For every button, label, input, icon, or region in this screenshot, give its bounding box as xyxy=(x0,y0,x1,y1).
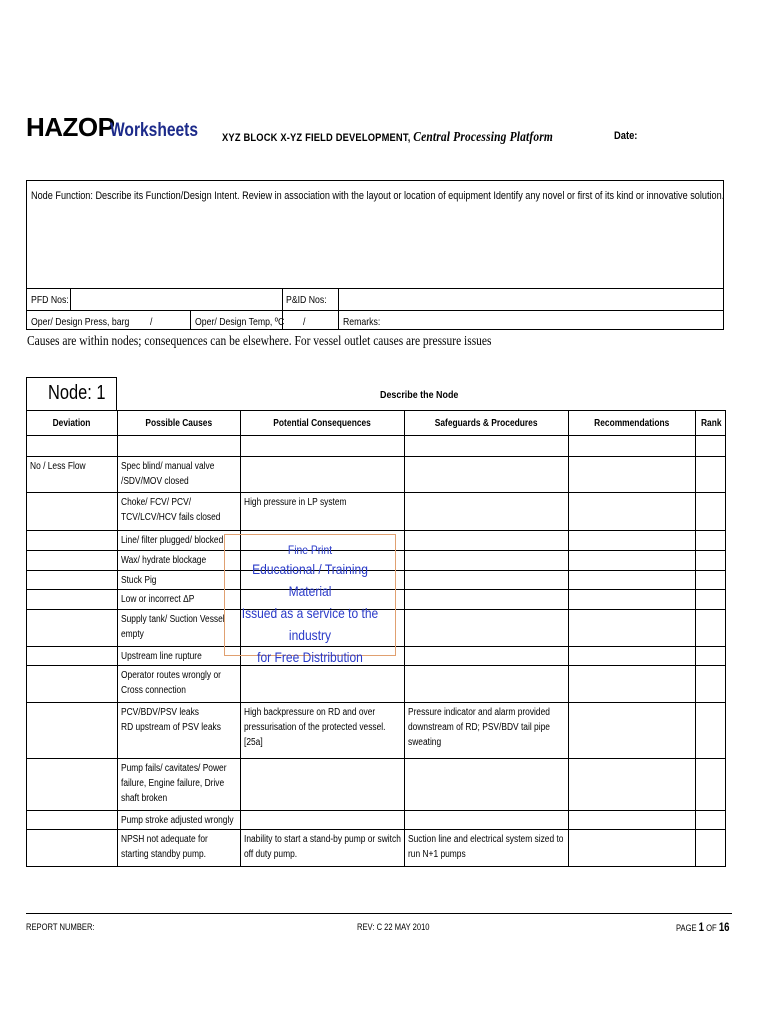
col-header-rank: Rank xyxy=(696,411,726,436)
cell-cause: Wax/ hydrate blockage xyxy=(118,551,241,571)
temp-separator: / xyxy=(303,316,306,328)
watermark-line: Issued as a service to the xyxy=(241,605,379,621)
cell-safeguard xyxy=(405,551,569,571)
report-number-label: REPORT NUMBER: xyxy=(26,922,95,933)
col-header-recommendations: Recommendations xyxy=(569,411,696,436)
cell-cause: Upstream line rupture xyxy=(118,647,241,666)
cell-recommendation xyxy=(569,610,696,647)
cell-deviation xyxy=(27,590,118,610)
col-header-consequences: Potential Consequences xyxy=(241,411,405,436)
cell-cause: Pump fails/ cavitates/ Power failure, Engine failure, Drive shaft broken xyxy=(118,759,241,811)
cell-safeguard xyxy=(405,531,569,551)
watermark-line: industry xyxy=(288,627,332,643)
cell-cause: Operator routes wrongly or Cross connection xyxy=(118,666,241,703)
cell-recommendation xyxy=(569,551,696,571)
cell-deviation xyxy=(27,610,118,647)
cell-deviation xyxy=(27,571,118,590)
cell-cause: Line/ filter plugged/ blocked xyxy=(118,531,241,551)
cell-deviation xyxy=(27,830,118,867)
cell-rank xyxy=(696,571,726,590)
page-subtitle: Worksheets xyxy=(110,120,199,141)
cell-deviation xyxy=(27,436,118,457)
cell-recommendation xyxy=(569,811,696,830)
cell-recommendation xyxy=(569,830,696,867)
cell-consequence xyxy=(241,457,405,493)
table-row xyxy=(27,436,726,457)
cell-consequence xyxy=(241,436,405,457)
cell-deviation xyxy=(27,647,118,666)
cell-recommendation xyxy=(569,647,696,666)
cell-deviation xyxy=(27,531,118,551)
col-header-causes: Possible Causes xyxy=(118,411,241,436)
watermark-line: for Free Distribution xyxy=(257,649,363,665)
cell-recommendation xyxy=(569,531,696,551)
cell-cause: Pump stroke adjusted wrongly xyxy=(118,811,241,830)
remarks-label: Remarks: xyxy=(343,316,381,328)
cell-safeguard xyxy=(405,436,569,457)
cell-safeguard xyxy=(405,493,569,531)
cell-rank xyxy=(696,493,726,531)
cell-consequence xyxy=(241,666,405,703)
cell-consequence: High backpressure on RD and over pressurisation of the protected vessel. [25a] xyxy=(241,703,405,759)
cell-deviation: No / Less Flow xyxy=(27,457,118,493)
cell-safeguard xyxy=(405,457,569,493)
pfd-label: PFD Nos: xyxy=(31,294,69,306)
footer-divider xyxy=(26,913,732,914)
cell-safeguard xyxy=(405,610,569,647)
cell-cause: Spec blind/ manual valve /SDV/MOV closed xyxy=(118,457,241,493)
cell-recommendation xyxy=(569,493,696,531)
table-header-row xyxy=(27,411,726,436)
cell-safeguard xyxy=(405,811,569,830)
cell-deviation xyxy=(27,551,118,571)
cell-cause xyxy=(118,436,241,457)
watermark-text xyxy=(238,542,382,668)
cell-cause: PCV/BDV/PSV leaks RD upstream of PSV leaks xyxy=(118,703,241,759)
cell-cause: Supply tank/ Suction Vessel empty xyxy=(118,610,241,647)
cell-safeguard xyxy=(405,759,569,811)
page-indicator xyxy=(676,920,730,934)
platform-name: Central Processing Platform xyxy=(413,129,554,144)
cell-rank xyxy=(696,647,726,666)
cell-deviation xyxy=(27,666,118,703)
watermark-line: Educational / Training Material xyxy=(252,561,368,599)
cell-rank xyxy=(696,551,726,571)
cell-safeguard xyxy=(405,666,569,703)
press-separator: / xyxy=(150,316,153,328)
cell-deviation xyxy=(27,811,118,830)
cell-rank xyxy=(696,590,726,610)
page-label: PAGE xyxy=(676,923,697,934)
divider xyxy=(26,288,724,289)
of-label: OF xyxy=(706,923,717,934)
cell-recommendation xyxy=(569,666,696,703)
watermark-line: Fine Print xyxy=(287,543,333,557)
cell-rank xyxy=(696,666,726,703)
table-row xyxy=(27,457,726,493)
page-number: 1 xyxy=(698,920,705,934)
cell-consequence xyxy=(241,811,405,830)
cell-recommendation xyxy=(569,457,696,493)
cell-safeguard: Pressure indicator and alarm provided downstream of RD; PSV/BDV tail pipe sweating xyxy=(405,703,569,759)
cell-consequence: Inability to start a stand-by pump or switch off duty pump. xyxy=(241,830,405,867)
cell-recommendation xyxy=(569,703,696,759)
table-row xyxy=(27,830,726,867)
node-function-box xyxy=(26,180,724,330)
cell-consequence: High pressure in LP system xyxy=(241,493,405,531)
col-header-deviation: Deviation xyxy=(27,411,118,436)
divider xyxy=(190,310,191,330)
table-row xyxy=(27,703,726,759)
table-row xyxy=(27,666,726,703)
cell-recommendation xyxy=(569,759,696,811)
cell-deviation xyxy=(27,759,118,811)
pid-label: P&ID Nos: xyxy=(286,294,327,306)
cell-safeguard xyxy=(405,590,569,610)
temp-label: Oper/ Design Temp, ºC xyxy=(195,316,285,328)
cell-cause: Choke/ FCV/ PCV/ TCV/LCV/HCV fails closed xyxy=(118,493,241,531)
project-label: XYZ BLOCK X-YZ FIELD DEVELOPMENT, xyxy=(222,132,411,144)
table-row xyxy=(27,493,726,531)
cell-cause: Low or incorrect ΔP xyxy=(118,590,241,610)
cell-cause: NPSH not adequate for starting standby pump. xyxy=(118,830,241,867)
note-text: Causes are within nodes; consequences can be elsewhere. For vessel outlet causes are pressure issues xyxy=(27,334,492,349)
cell-rank xyxy=(696,830,726,867)
cell-safeguard xyxy=(405,647,569,666)
project-name xyxy=(222,129,553,145)
cell-rank xyxy=(696,531,726,551)
node-function-text: Node Function: Describe its Function/Design Intent. Review in association with the layout or location of equipment Identify any novel or first of its kind or innovative solution. xyxy=(31,190,725,202)
page-total: 16 xyxy=(718,920,730,934)
cell-rank xyxy=(696,703,726,759)
cell-safeguard: Suction line and electrical system sized to run N+1 pumps xyxy=(405,830,569,867)
cell-rank xyxy=(696,457,726,493)
press-label: Oper/ Design Press, barg xyxy=(31,316,130,328)
col-header-safeguards: Safeguards & Procedures xyxy=(405,411,569,436)
cell-deviation xyxy=(27,493,118,531)
cell-rank xyxy=(696,759,726,811)
cell-rank xyxy=(696,610,726,647)
table-row xyxy=(27,811,726,830)
cell-recommendation xyxy=(569,590,696,610)
cell-recommendation xyxy=(569,436,696,457)
cell-cause: Stuck Pig xyxy=(118,571,241,590)
cell-deviation xyxy=(27,703,118,759)
node-title: Node: 1 xyxy=(48,382,106,404)
divider xyxy=(26,310,724,311)
date-label: Date: xyxy=(614,130,638,142)
divider xyxy=(70,288,71,310)
revision-label: REV: C 22 MAY 2010 xyxy=(357,922,430,933)
cell-consequence xyxy=(241,759,405,811)
divider xyxy=(338,288,339,330)
cell-safeguard xyxy=(405,571,569,590)
page-title: HAZOP xyxy=(26,112,115,142)
cell-recommendation xyxy=(569,571,696,590)
describe-node-label: Describe the Node xyxy=(380,389,459,401)
cell-rank xyxy=(696,811,726,830)
cell-rank xyxy=(696,436,726,457)
table-row xyxy=(27,759,726,811)
